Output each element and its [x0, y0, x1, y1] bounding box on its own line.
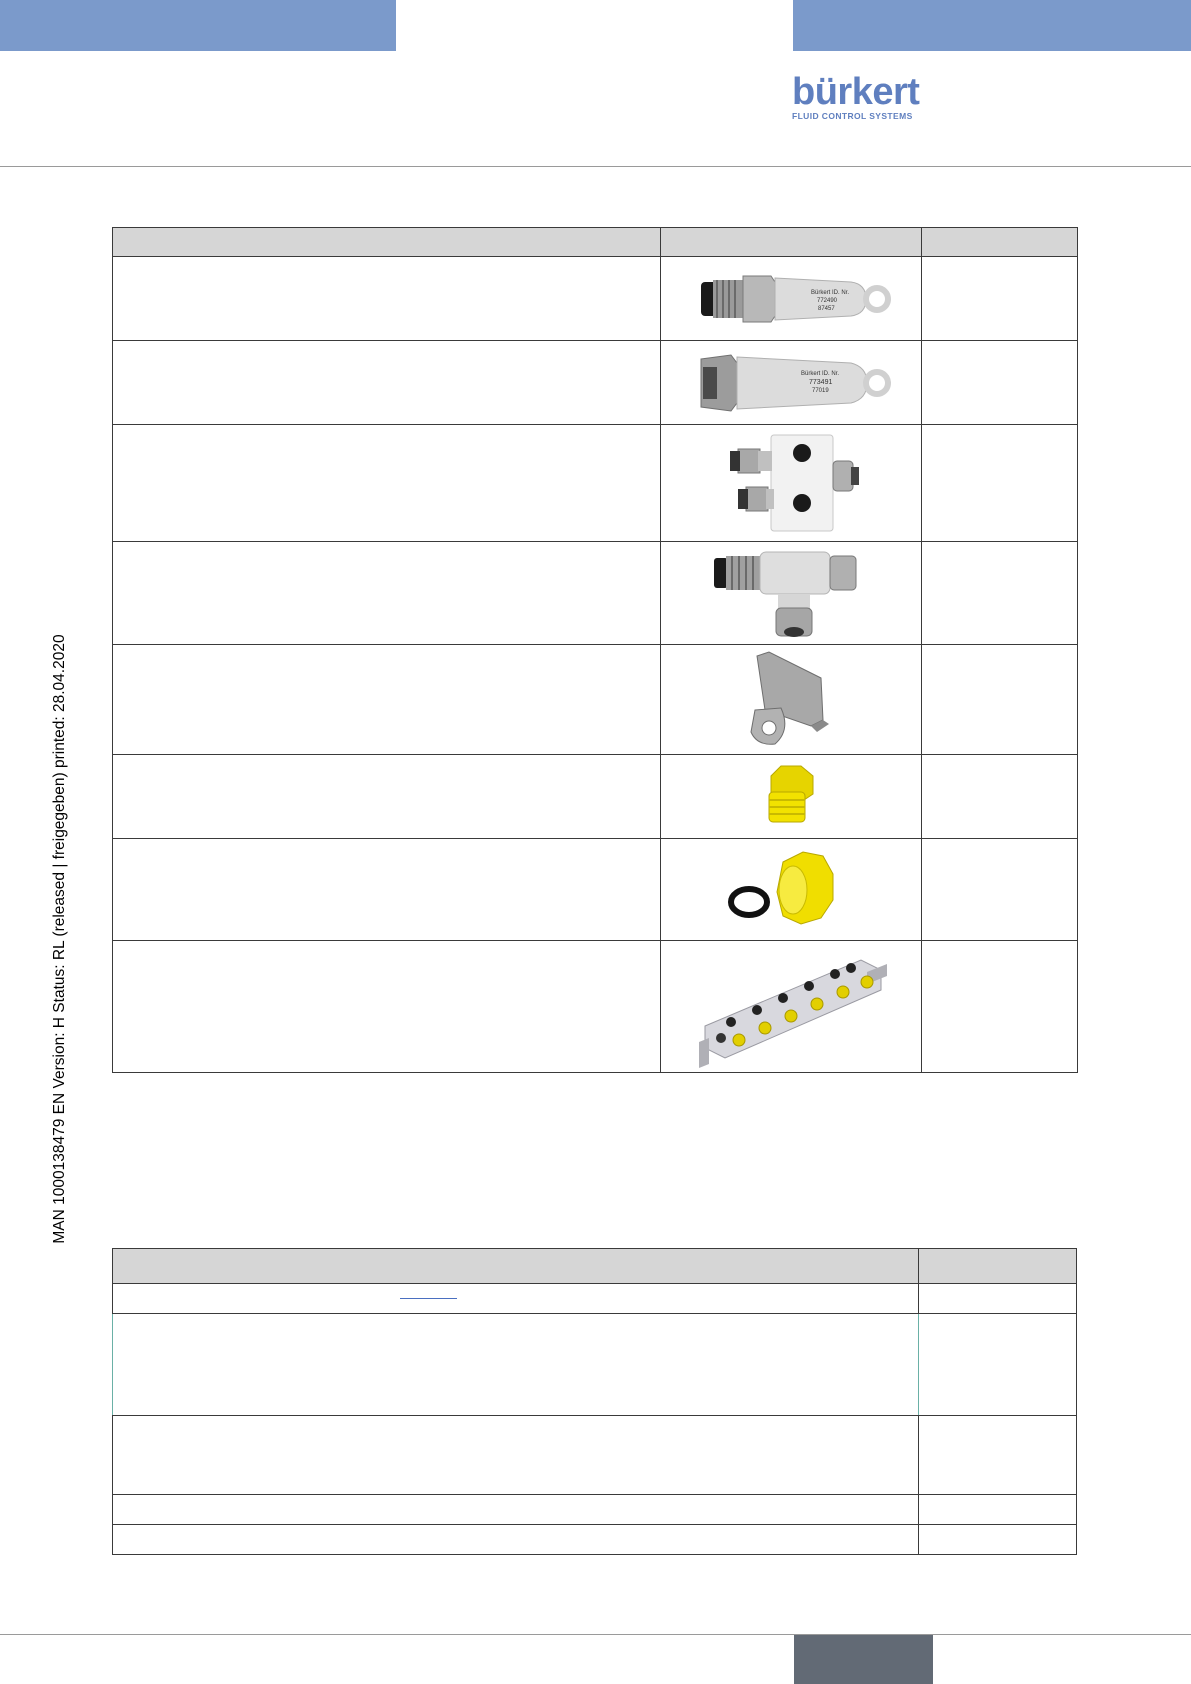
resistor-label-3: 87457	[818, 305, 835, 312]
description-cell	[113, 1495, 919, 1525]
header-cell-description	[113, 228, 661, 257]
burkert-logo	[792, 71, 922, 121]
logo-wordmark: bürkert	[792, 71, 920, 113]
table-row	[113, 1495, 1077, 1525]
order-number-cell	[922, 542, 1078, 645]
hyperlink-underline[interactable]	[400, 1298, 457, 1299]
order-number-cell	[922, 645, 1078, 755]
resistor-label-1: Bürkert ID. Nr.	[801, 370, 840, 377]
description-cell	[113, 542, 661, 645]
image-cell	[661, 341, 922, 425]
description-cell	[113, 425, 661, 542]
resistor-label-1: Bürkert ID. Nr.	[811, 289, 850, 296]
description-cell	[113, 1416, 919, 1495]
table-row	[113, 941, 1078, 1073]
table-row	[113, 645, 1078, 755]
description-cell	[113, 645, 661, 755]
order-number-cell	[922, 257, 1078, 341]
description-cell	[113, 1284, 919, 1314]
table-row	[113, 1284, 1077, 1314]
image-cell	[661, 542, 922, 645]
order-number-cell	[922, 941, 1078, 1073]
header-cell-image	[661, 228, 922, 257]
page-number-box	[794, 1635, 933, 1684]
t-connector-icon	[706, 544, 876, 642]
description-cell	[113, 257, 661, 341]
image-cell	[661, 425, 922, 542]
header-bar-left	[0, 0, 396, 51]
resistor-label-3: 77019	[812, 387, 829, 394]
table-row	[113, 542, 1078, 645]
yellow-cap-with-seal-icon	[721, 842, 861, 938]
description-cell	[113, 1314, 919, 1416]
resistor-label-2: 773491	[809, 378, 833, 386]
resistor-label-2: 772490	[817, 297, 838, 304]
order-number-cell	[922, 839, 1078, 941]
description-cell	[113, 341, 661, 425]
header-bar-right	[793, 0, 1191, 51]
order-number-cell	[919, 1416, 1077, 1495]
header-cell-order-number	[922, 228, 1078, 257]
order-number-cell	[922, 341, 1078, 425]
order-number-cell	[919, 1495, 1077, 1525]
header-cell-description	[113, 1249, 919, 1284]
order-number-cell	[919, 1314, 1077, 1416]
order-number-cell	[922, 425, 1078, 542]
mounting-bracket-icon	[741, 650, 841, 750]
table-row	[113, 425, 1078, 542]
header-divider	[0, 166, 1191, 167]
image-cell	[661, 941, 922, 1073]
yellow-plug-icon	[751, 762, 831, 832]
description-cell	[113, 941, 661, 1073]
distributor-hub-icon	[691, 946, 891, 1068]
image-cell	[661, 645, 922, 755]
description-cell	[113, 839, 661, 941]
table-header-row	[113, 1249, 1077, 1284]
order-number-cell	[919, 1284, 1077, 1314]
image-cell	[661, 839, 922, 941]
table-header-row	[113, 228, 1078, 257]
second-table	[112, 1248, 1077, 1555]
table-row	[113, 839, 1078, 941]
logo-tagline: FLUID CONTROL SYSTEMS	[792, 111, 913, 121]
image-cell	[661, 755, 922, 839]
table-row	[113, 257, 1078, 341]
table-row	[113, 755, 1078, 839]
table-row	[113, 1314, 1077, 1416]
table-row	[113, 341, 1078, 425]
m12-male-terminating-resistor-icon	[691, 264, 891, 334]
description-cell	[113, 755, 661, 839]
table-row	[113, 1416, 1077, 1495]
description-cell	[113, 1525, 919, 1555]
footer-divider	[0, 1634, 1191, 1635]
order-number-cell	[922, 755, 1078, 839]
document-info-vertical: MAN 1000138479 EN Version: H Status: RL (released | freigegeben) printed: 28.04.2020	[51, 634, 68, 1244]
accessories-table	[112, 227, 1078, 1073]
y-splitter-connector-icon	[716, 431, 866, 535]
order-number-cell	[919, 1525, 1077, 1555]
table-row	[113, 1525, 1077, 1555]
header-cell-order-number	[919, 1249, 1077, 1284]
m12-female-terminating-resistor-icon	[691, 345, 891, 421]
image-cell	[661, 257, 922, 341]
